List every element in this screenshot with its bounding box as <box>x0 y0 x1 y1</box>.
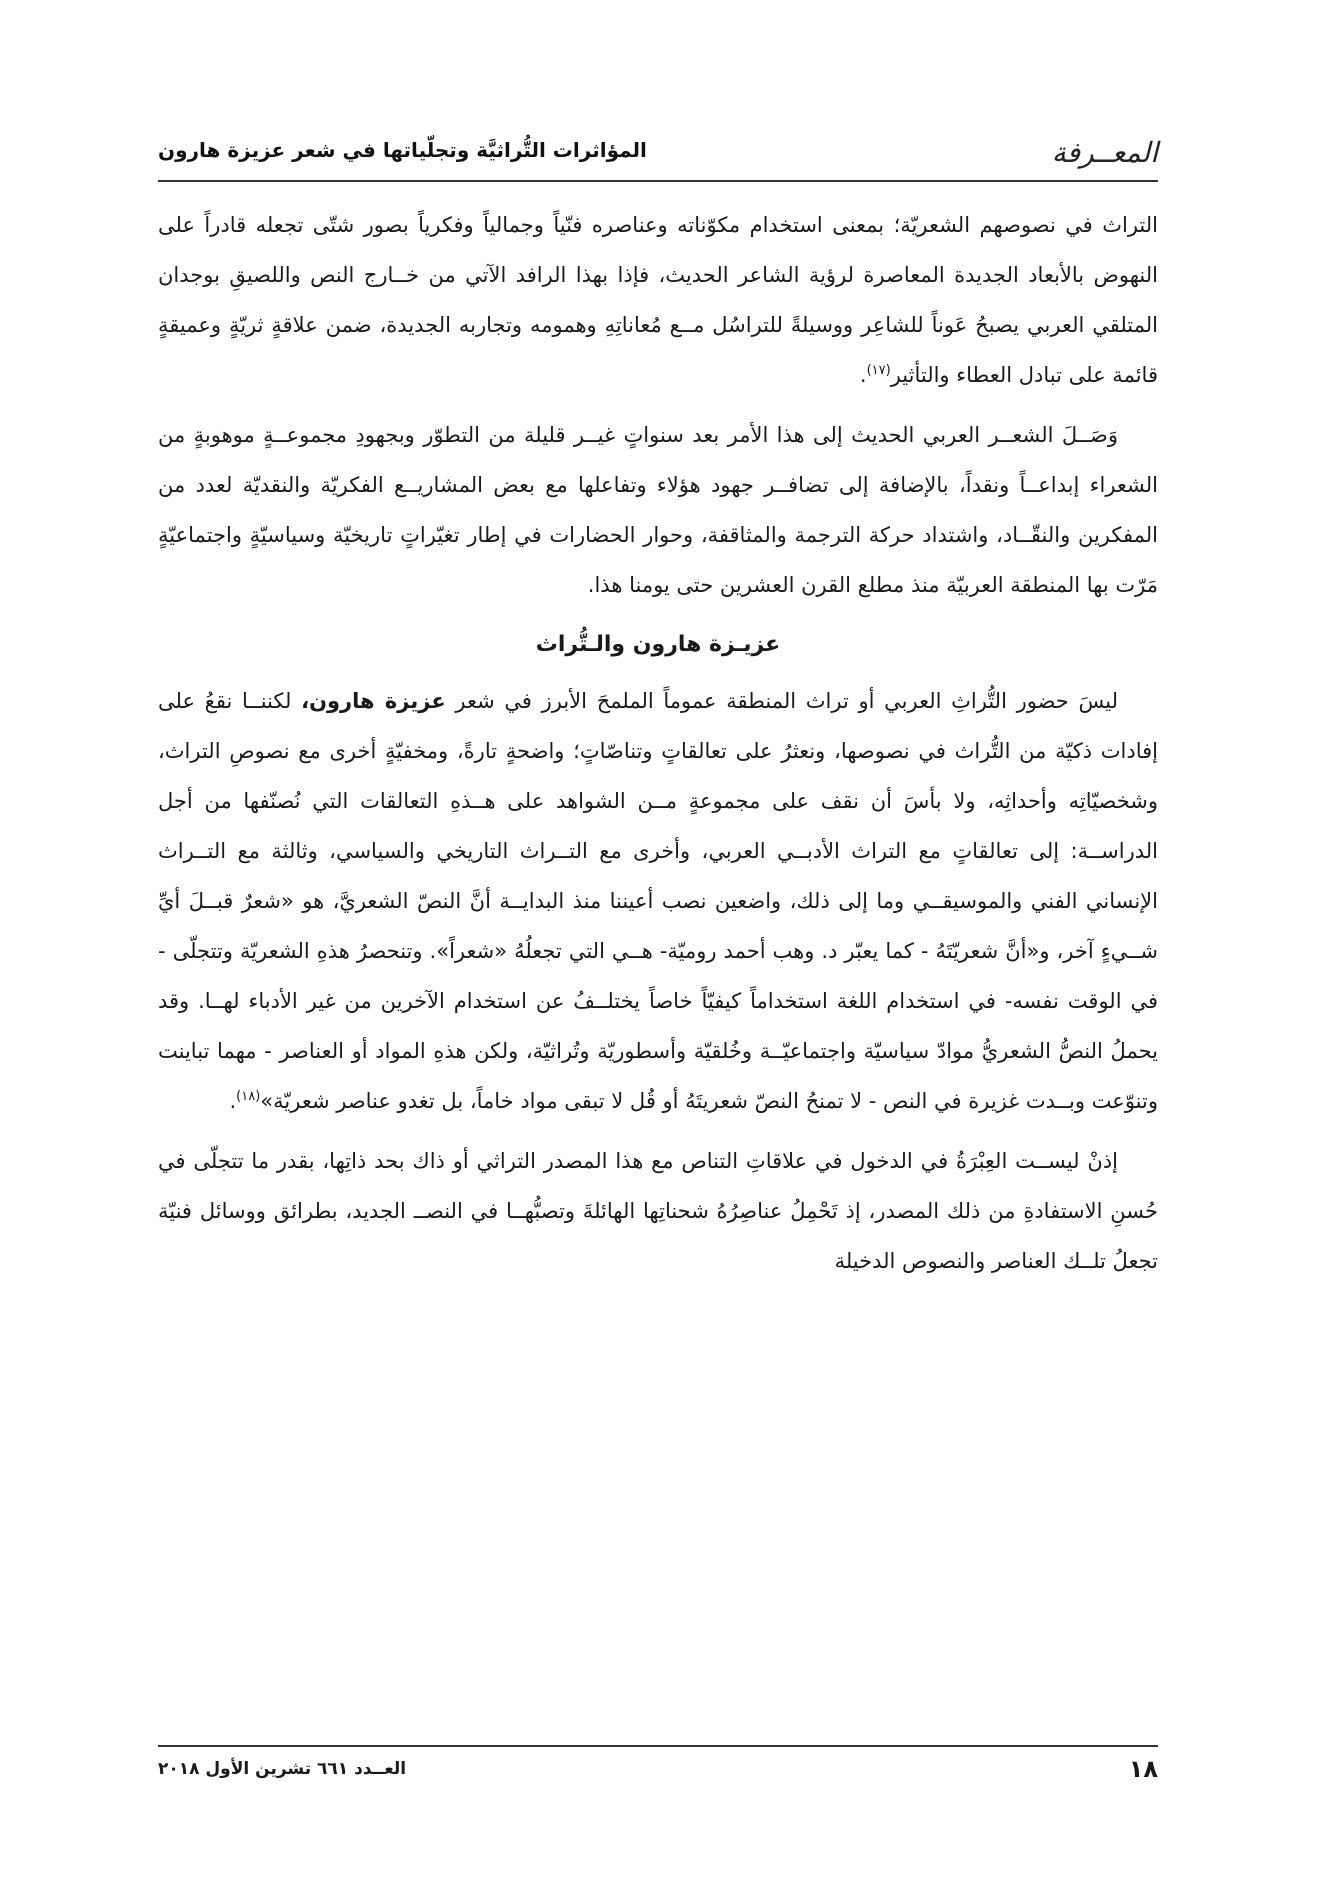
footnote-ref-17[interactable]: (١٧) <box>866 363 891 378</box>
section-heading: عزيـزة هارون والـتُّراث <box>535 632 781 657</box>
paragraph-1: التراث في نصوصهم الشعريّة؛ بمعنى استخدام مكوّناته وعناصره فنّياً وجمالياً وفكرياً بصور شتّى تجعله قادراً على النهوض بالأبعاد الجديدة المعاصرة لرؤية الشاعر الحديث، فإذا بهذا الرافد الآتي من خــارج النص واللصيقِ بوجدان المتلقي العربي يصبحُ عَوناً للشاعِر ووسيلةً للتراسُل مــع مُعاناتِهِ وهمومه وتجاربه الجديدة، ضمن علاقةٍ ثريّةٍ وعميقةٍ قائمة على تبادل العطاء والتأثير$^{(١٧)}$. <box>158 213 1158 387</box>
paragraph-3: ليسَ حضور التُّراثِ العربي أو تراث المنطقة عموماً الملمحَ الأبرز في شعر عزيزة هارون، لكننــا نقعُ على إفادات ذكيّة من التُّراث في نصوصها، ونعثرُ على تعالقاتٍ وتناصّاتٍ؛ واضحةٍ تارةً، ومخفيّةٍ أخرى مع نصوصِ التراث، وشخصيّاتِه وأحداثِه، ولا بأسَ أن نقف على مجموعةٍ مــن الشواهد على هــذهِ التعالقات التي نُصنّفها من أجل الدراســة: إلى تعالقاتٍ مع التراث الأدبــي العربي، وأخرى مع التــراث التاريخي والسياسي، وثالثة مع التــراث الإنساني الفني والموسيقــي وما إلى ذلك، واضعين نصب أعيننا منذ البدايــة أنَّ النصّ الشعريَّ، هو «شعرٌ قبــلَ أيِّ شــيءٍ آخر، و«أنَّ شعريّتَهُ - كما يعبّر د. وهب أحمد روميّة- هــي التي تجعلُهُ «شعراً». وتنحصرُ هذهِ الشعريّة وتتجلّى - في الوقت نفسه- في استخدام اللغة استخداماً كيفيّاً خاصاً يختلــفُ عن استخدام الآخرين من غير الأدباء لهــا. وقد يحملُ النصُّ الشعريُّ موادّ سياسيّة واجتماعيّــة وخُلقيّة وأسطوريّة وتُراثيّة، ولكن هذهِ المواد أو العناصر - مهما تباينت وتنوّعت وبــدت غزيرة في النص - لا تمنحُ النصّ شعريتَهُ أو قُل لا تبقى مواد خاماً، بل تغدو عناصر شعريّة»$^{(١٨)}$. <box>158 689 1158 1113</box>
header-divider <box>158 180 1158 182</box>
page-footer <box>158 1755 1158 1795</box>
paragraph-4: إذنْ ليســت العِبْرَةُ في الدخول في علاقاتِ التناص مع هذا المصدر التراثي أو ذاك بحد ذاتِها، بقدر ما تتجلّى في حُسنِ الاستفادةِ من ذلك المصدر، إذ تَحْمِلُ عناصِرُهُ شحناتِها الهائلةَ وتصبُّهــا في النصــ الجديد، بطرائق ووسائل فنيّة تجعلُ تلــك العناصر والنصوص الدخيلة <box>158 1149 1158 1273</box>
footnote-ref-18[interactable]: (١٨) <box>236 1089 261 1104</box>
poet-name: عزيزة هارون، <box>301 689 446 713</box>
article-body <box>158 200 1158 1296</box>
running-title: المؤاثرات التُّراثيَّة وتجلّياتها في شعر عزيزة هارون <box>158 138 647 162</box>
footer-divider <box>158 1745 1158 1747</box>
page-number: ١٨ <box>1128 1755 1158 1783</box>
paragraph-2: وَصَــلَ الشعــر العربي الحديث إلى هذا الأمر بعد سنواتٍ غيــر قليلة من التطوّر وبجهودِ مجموعــةٍ موهوبةٍ من الشعراء إبداعــاً ونقداً، بالإضافة إلى تضافــر جهود هؤلاء وتفاعلها مع بعض المشاريــع الفكريّة والنقديّة لعدد من المفكرين والنقّــاد، واشتداد حركة الترجمة والمثاقفة، وحوار الحضارات في إطار تغيّراتٍ تاريخيّة وسياسيّةٍ واجتماعيّةٍ مَرّت بها المنطقة العربيّة منذ مطلع القرن العشرين حتى يومنا هذا. <box>158 423 1158 597</box>
page-header <box>158 128 1158 172</box>
issue-info: العــدد ٦٦١ تشرين الأول ٢٠١٨ <box>158 1759 407 1779</box>
magazine-logo: المعــرفة <box>1051 136 1158 169</box>
